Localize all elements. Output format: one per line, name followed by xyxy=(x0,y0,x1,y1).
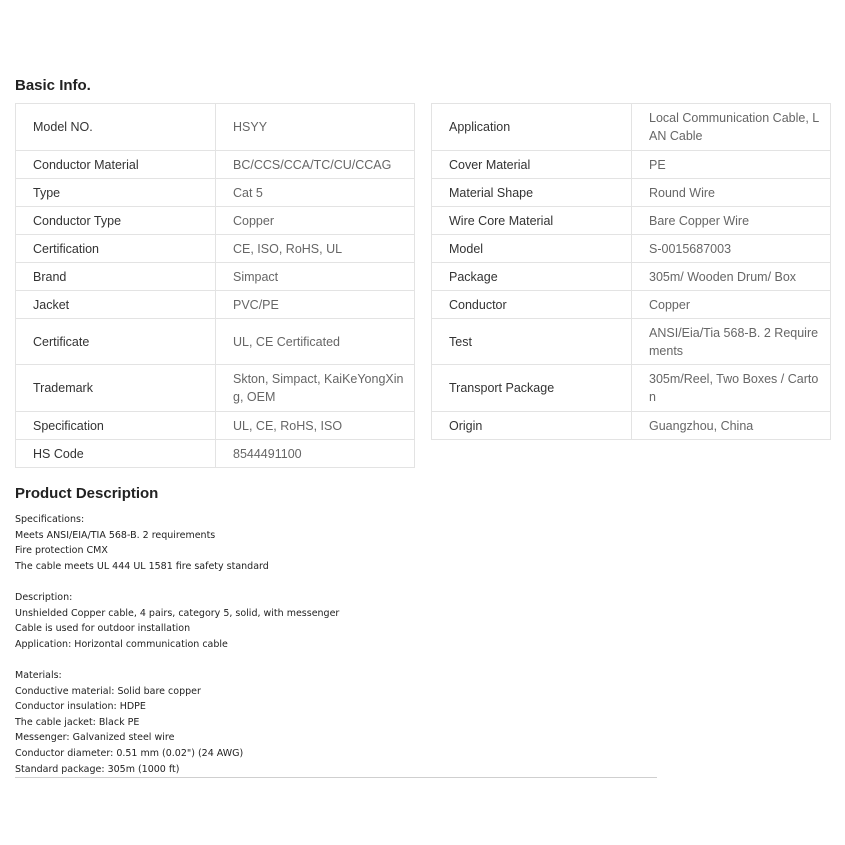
spec-row xyxy=(16,207,415,235)
spec-row xyxy=(432,263,831,291)
description-line: Meets ANSI/EIA/TIA 568-B. 2 requirements xyxy=(15,529,216,541)
basic-info-table-left xyxy=(15,103,415,468)
basic-info-table-right xyxy=(431,103,831,440)
spec-key: Origin xyxy=(432,412,632,440)
description-line: Fire protection CMX xyxy=(15,545,108,557)
description-paragraph xyxy=(15,668,715,777)
description-line: The cable jacket: Black PE xyxy=(15,716,140,728)
spec-value: PVC/PE xyxy=(216,291,415,319)
spec-row xyxy=(16,179,415,207)
spec-key: Test xyxy=(432,319,632,365)
spec-value: ANSI/Eia/Tia 568-B. 2 Requirements xyxy=(632,319,831,365)
spec-key: Material Shape xyxy=(432,179,632,207)
spec-value: UL, CE Certificated xyxy=(216,319,415,365)
spec-value: Round Wire xyxy=(632,179,831,207)
spec-value: CE, ISO, RoHS, UL xyxy=(216,235,415,263)
spec-value: Local Communication Cable, LAN Cable xyxy=(632,104,831,151)
spec-key: Brand xyxy=(16,263,216,291)
spec-row xyxy=(432,151,831,179)
description-line: Materials: xyxy=(15,669,62,681)
spec-value: PE xyxy=(632,151,831,179)
spec-key: Conductor Type xyxy=(16,207,216,235)
spec-value: BC/CCS/CCA/TC/CU/CCAG xyxy=(216,151,415,179)
description-line: Standard package: 305m (1000 ft) xyxy=(15,763,180,775)
spec-key: HS Code xyxy=(16,440,216,468)
spec-value: Copper xyxy=(632,291,831,319)
description-line: Conductor diameter: 0.51 mm (0.02") (24 AWG) xyxy=(15,747,244,759)
spec-row xyxy=(16,440,415,468)
spec-row xyxy=(432,319,831,365)
product-description-body xyxy=(15,512,715,793)
description-line: Application: Horizontal communication cable xyxy=(15,638,228,650)
spec-row xyxy=(16,365,415,412)
product-description-title: Product Description xyxy=(15,485,159,502)
spec-row xyxy=(16,412,415,440)
description-paragraph xyxy=(15,590,715,652)
spec-row xyxy=(16,263,415,291)
spec-value: 305m/Reel, Two Boxes / Carton xyxy=(632,365,831,412)
spec-row xyxy=(432,207,831,235)
spec-row xyxy=(16,319,415,365)
spec-key: Model xyxy=(432,235,632,263)
spec-value: Simpact xyxy=(216,263,415,291)
spec-key: Conductor xyxy=(432,291,632,319)
spec-value: UL, CE, RoHS, ISO xyxy=(216,412,415,440)
spec-value: Guangzhou, China xyxy=(632,412,831,440)
spec-row xyxy=(432,412,831,440)
spec-row xyxy=(432,235,831,263)
spec-value: Skton, Simpact, KaiKeYongXing, OEM xyxy=(216,365,415,412)
spec-row xyxy=(16,235,415,263)
spec-key: Certification xyxy=(16,235,216,263)
spec-row xyxy=(16,151,415,179)
spec-row xyxy=(432,104,831,151)
divider xyxy=(15,777,657,778)
spec-value: Cat 5 xyxy=(216,179,415,207)
description-line: Messenger: Galvanized steel wire xyxy=(15,732,175,744)
spec-row xyxy=(432,365,831,412)
spec-value: Copper xyxy=(216,207,415,235)
spec-row xyxy=(16,104,415,151)
spec-key: Trademark xyxy=(16,365,216,412)
description-line: The cable meets UL 444 UL 1581 fire safety standard xyxy=(15,560,269,572)
spec-key: Package xyxy=(432,263,632,291)
description-line: Cable is used for outdoor installation xyxy=(15,623,191,635)
spec-key: Certificate xyxy=(16,319,216,365)
spec-value: S-0015687003 xyxy=(632,235,831,263)
description-line: Description: xyxy=(15,591,73,603)
spec-value: 305m/ Wooden Drum/ Box xyxy=(632,263,831,291)
spec-key: Transport Package xyxy=(432,365,632,412)
spec-value: 8544491100 xyxy=(216,440,415,468)
spec-row xyxy=(16,291,415,319)
spec-key: Conductor Material xyxy=(16,151,216,179)
spec-row xyxy=(432,291,831,319)
basic-info-title: Basic Info. xyxy=(15,77,91,94)
spec-value: HSYY xyxy=(216,104,415,151)
spec-key: Model NO. xyxy=(16,104,216,151)
spec-key: Type xyxy=(16,179,216,207)
spec-key: Jacket xyxy=(16,291,216,319)
description-line: Specifications: xyxy=(15,514,85,525)
description-line: Conductor insulation: HDPE xyxy=(15,701,146,713)
spec-key: Wire Core Material xyxy=(432,207,632,235)
spec-value: Bare Copper Wire xyxy=(632,207,831,235)
description-paragraph xyxy=(15,512,715,574)
spec-key: Application xyxy=(432,104,632,151)
description-line: Conductive material: Solid bare copper xyxy=(15,685,201,697)
description-line: Unshielded Copper cable, 4 pairs, category 5, solid, with messenger xyxy=(15,607,340,619)
spec-key: Cover Material xyxy=(432,151,632,179)
spec-row xyxy=(432,179,831,207)
spec-key: Specification xyxy=(16,412,216,440)
